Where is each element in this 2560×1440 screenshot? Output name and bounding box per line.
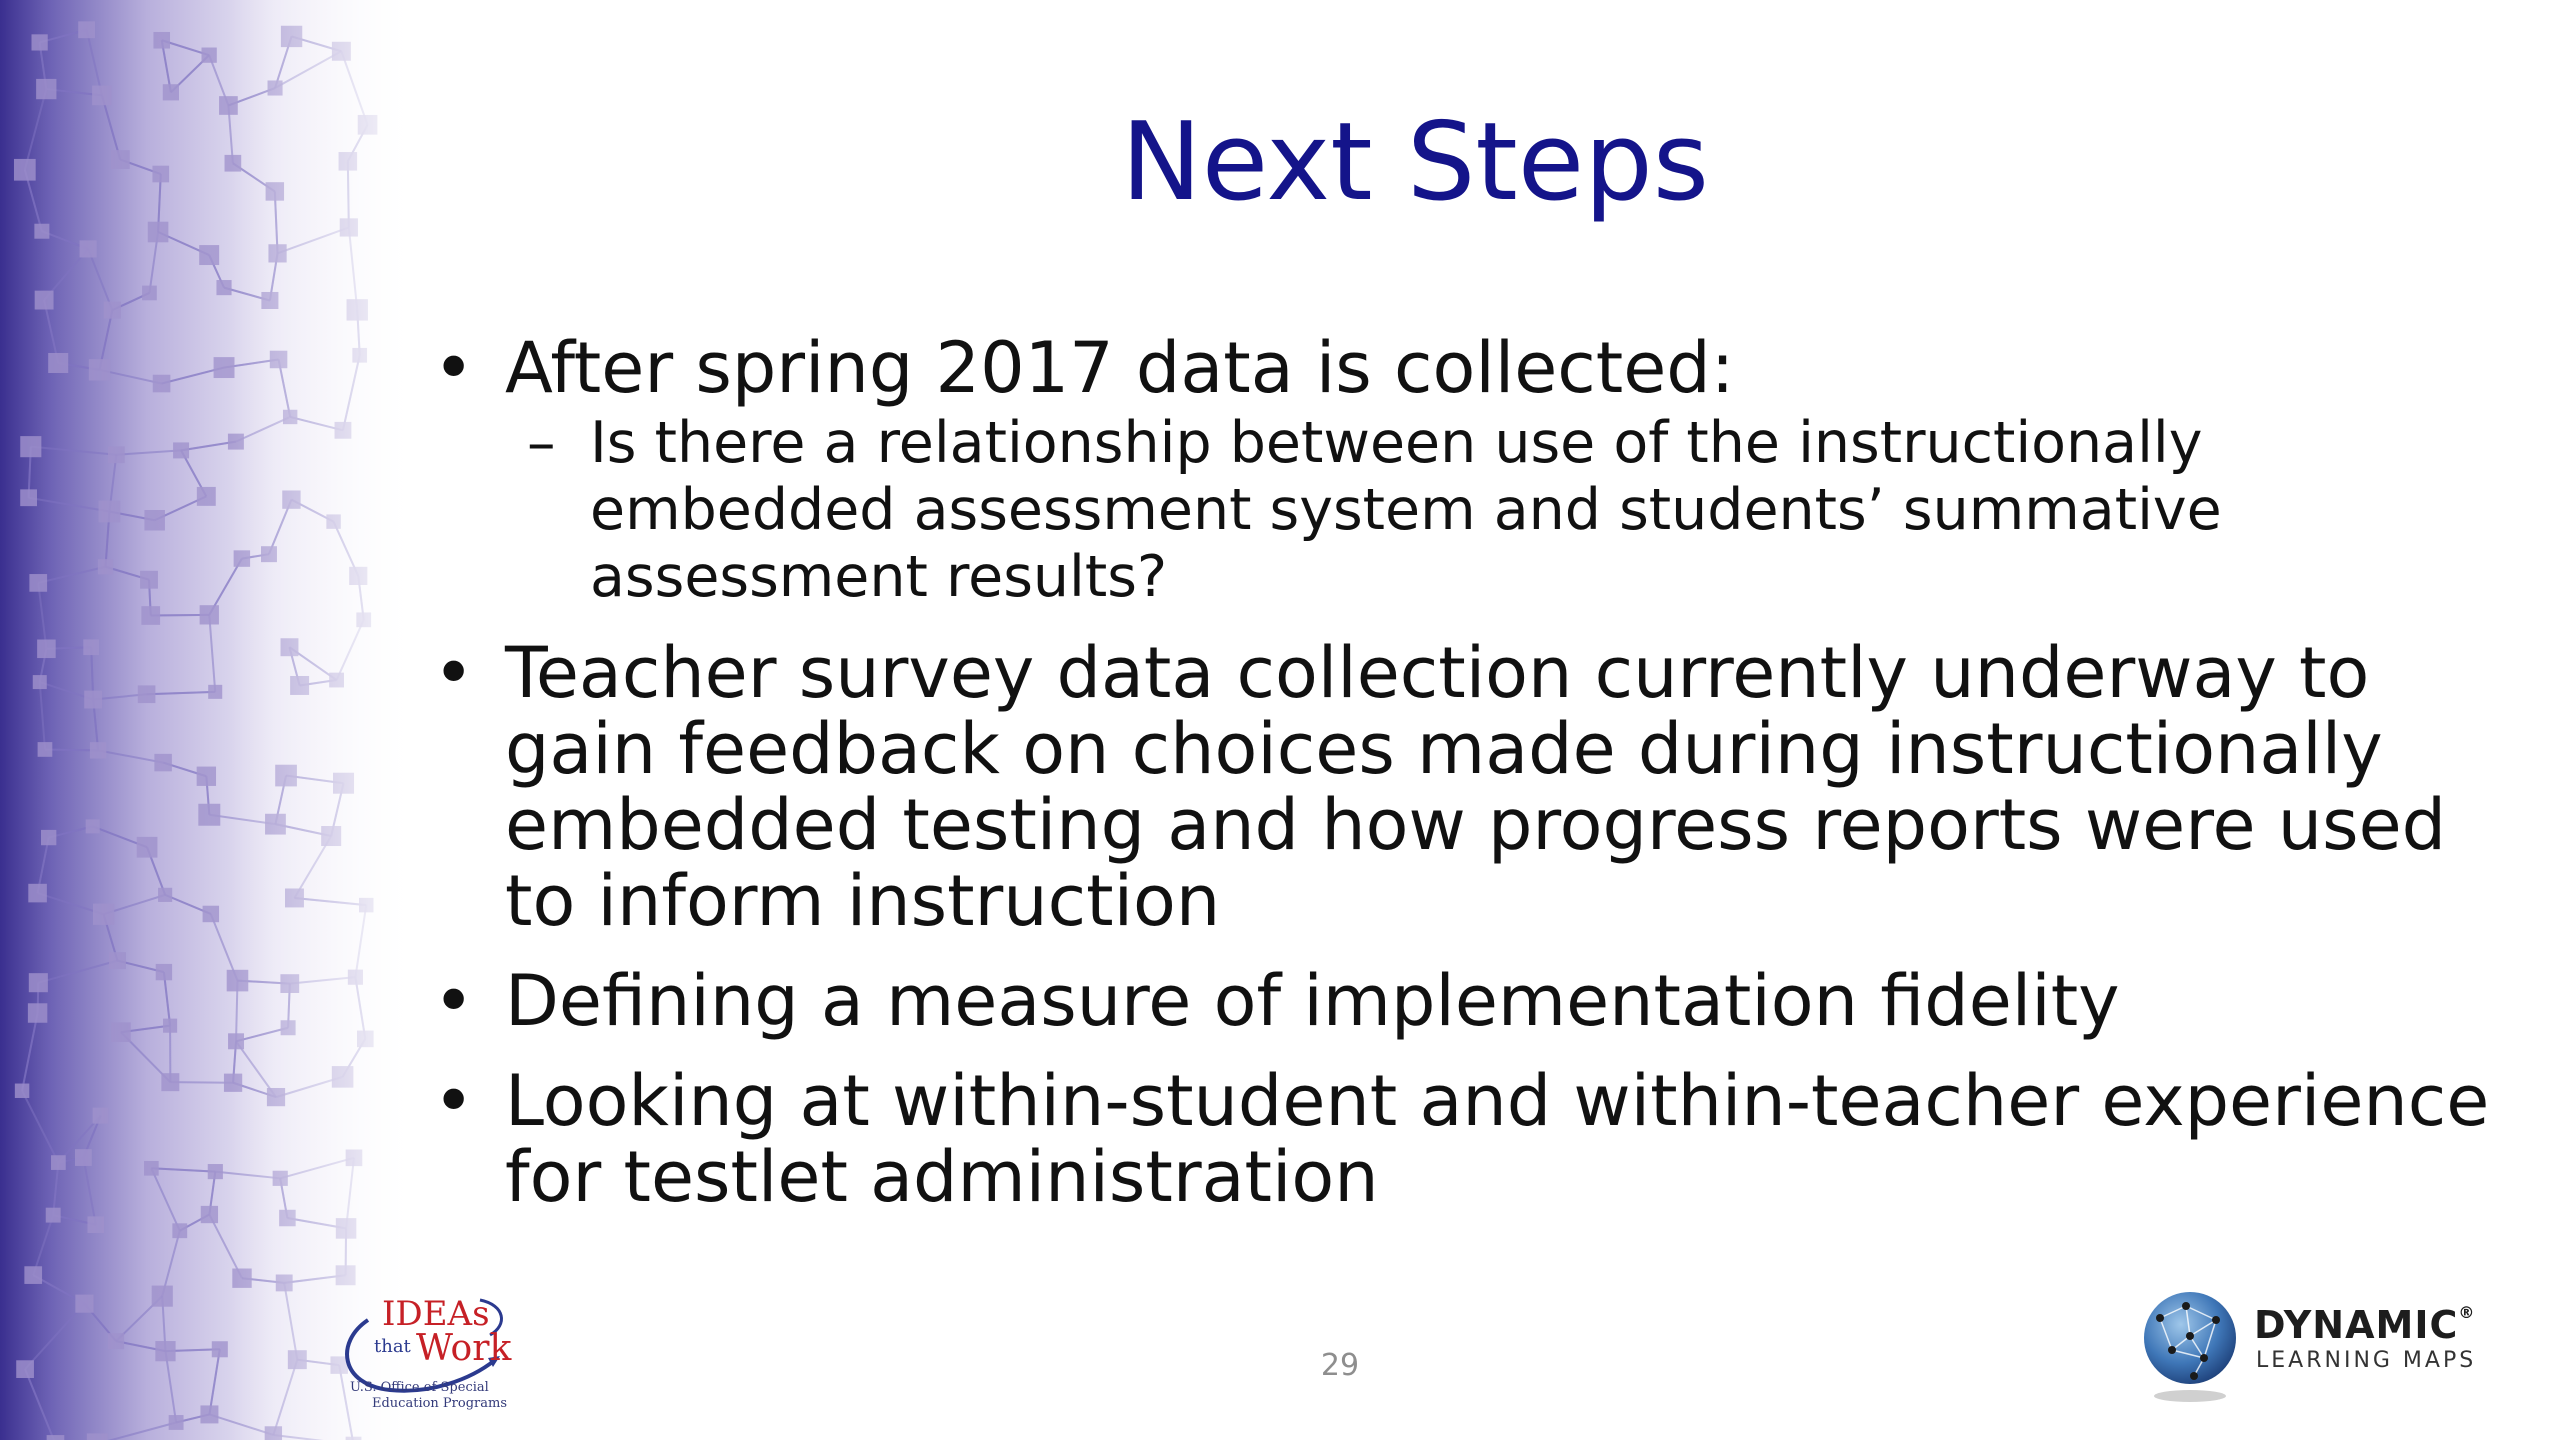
- ideas-that-work-logo: [330, 1280, 550, 1430]
- work-word: Work: [416, 1328, 512, 1369]
- dlm-wordmark: [2254, 1303, 2475, 1347]
- sub-bullet-item: – Is there a relationship between use of the instructionally embedded assessment system and students’ summative assessment results?: [505, 410, 2525, 611]
- bullet-item: [425, 1060, 2525, 1218]
- ideas-word: IDEAs: [382, 1294, 490, 1334]
- bullet-item: [425, 960, 2525, 1042]
- registered-mark: ®: [2458, 1303, 2476, 1322]
- osep-line-2: Education Programs: [372, 1396, 508, 1411]
- dlm-tagline: LEARNING MAPS: [2256, 1348, 2477, 1373]
- dynamic-learning-maps-logo: [2138, 1278, 2498, 1408]
- page-number: 29: [1320, 1348, 1360, 1383]
- bullet-item: [425, 632, 2525, 942]
- globe-icon: [2138, 1278, 2248, 1408]
- that-word: that: [374, 1336, 411, 1357]
- bullet-list: [425, 327, 2525, 1239]
- osep-line-1: U.S. Office of Special: [350, 1380, 489, 1395]
- bullet-item: [425, 327, 2525, 611]
- bullet-text: Looking at within-student and within-teacher experience for testlet administration: [505, 1060, 2490, 1218]
- bullet-text: Defining a measure of implementation fidelity: [505, 960, 2120, 1042]
- bullet-text: Teacher survey data collection currently underway to gain feedback on choices made during instructionally embedded testing and how progress reports were used to inform instruction: [505, 632, 2447, 942]
- dlm-wordmark-text: DYNAMIC: [2254, 1303, 2459, 1347]
- slide-title: Next Steps: [1120, 100, 1710, 225]
- sub-bullet-list: [505, 410, 2525, 611]
- bullet-text: After spring 2017 data is collected:: [505, 327, 1735, 409]
